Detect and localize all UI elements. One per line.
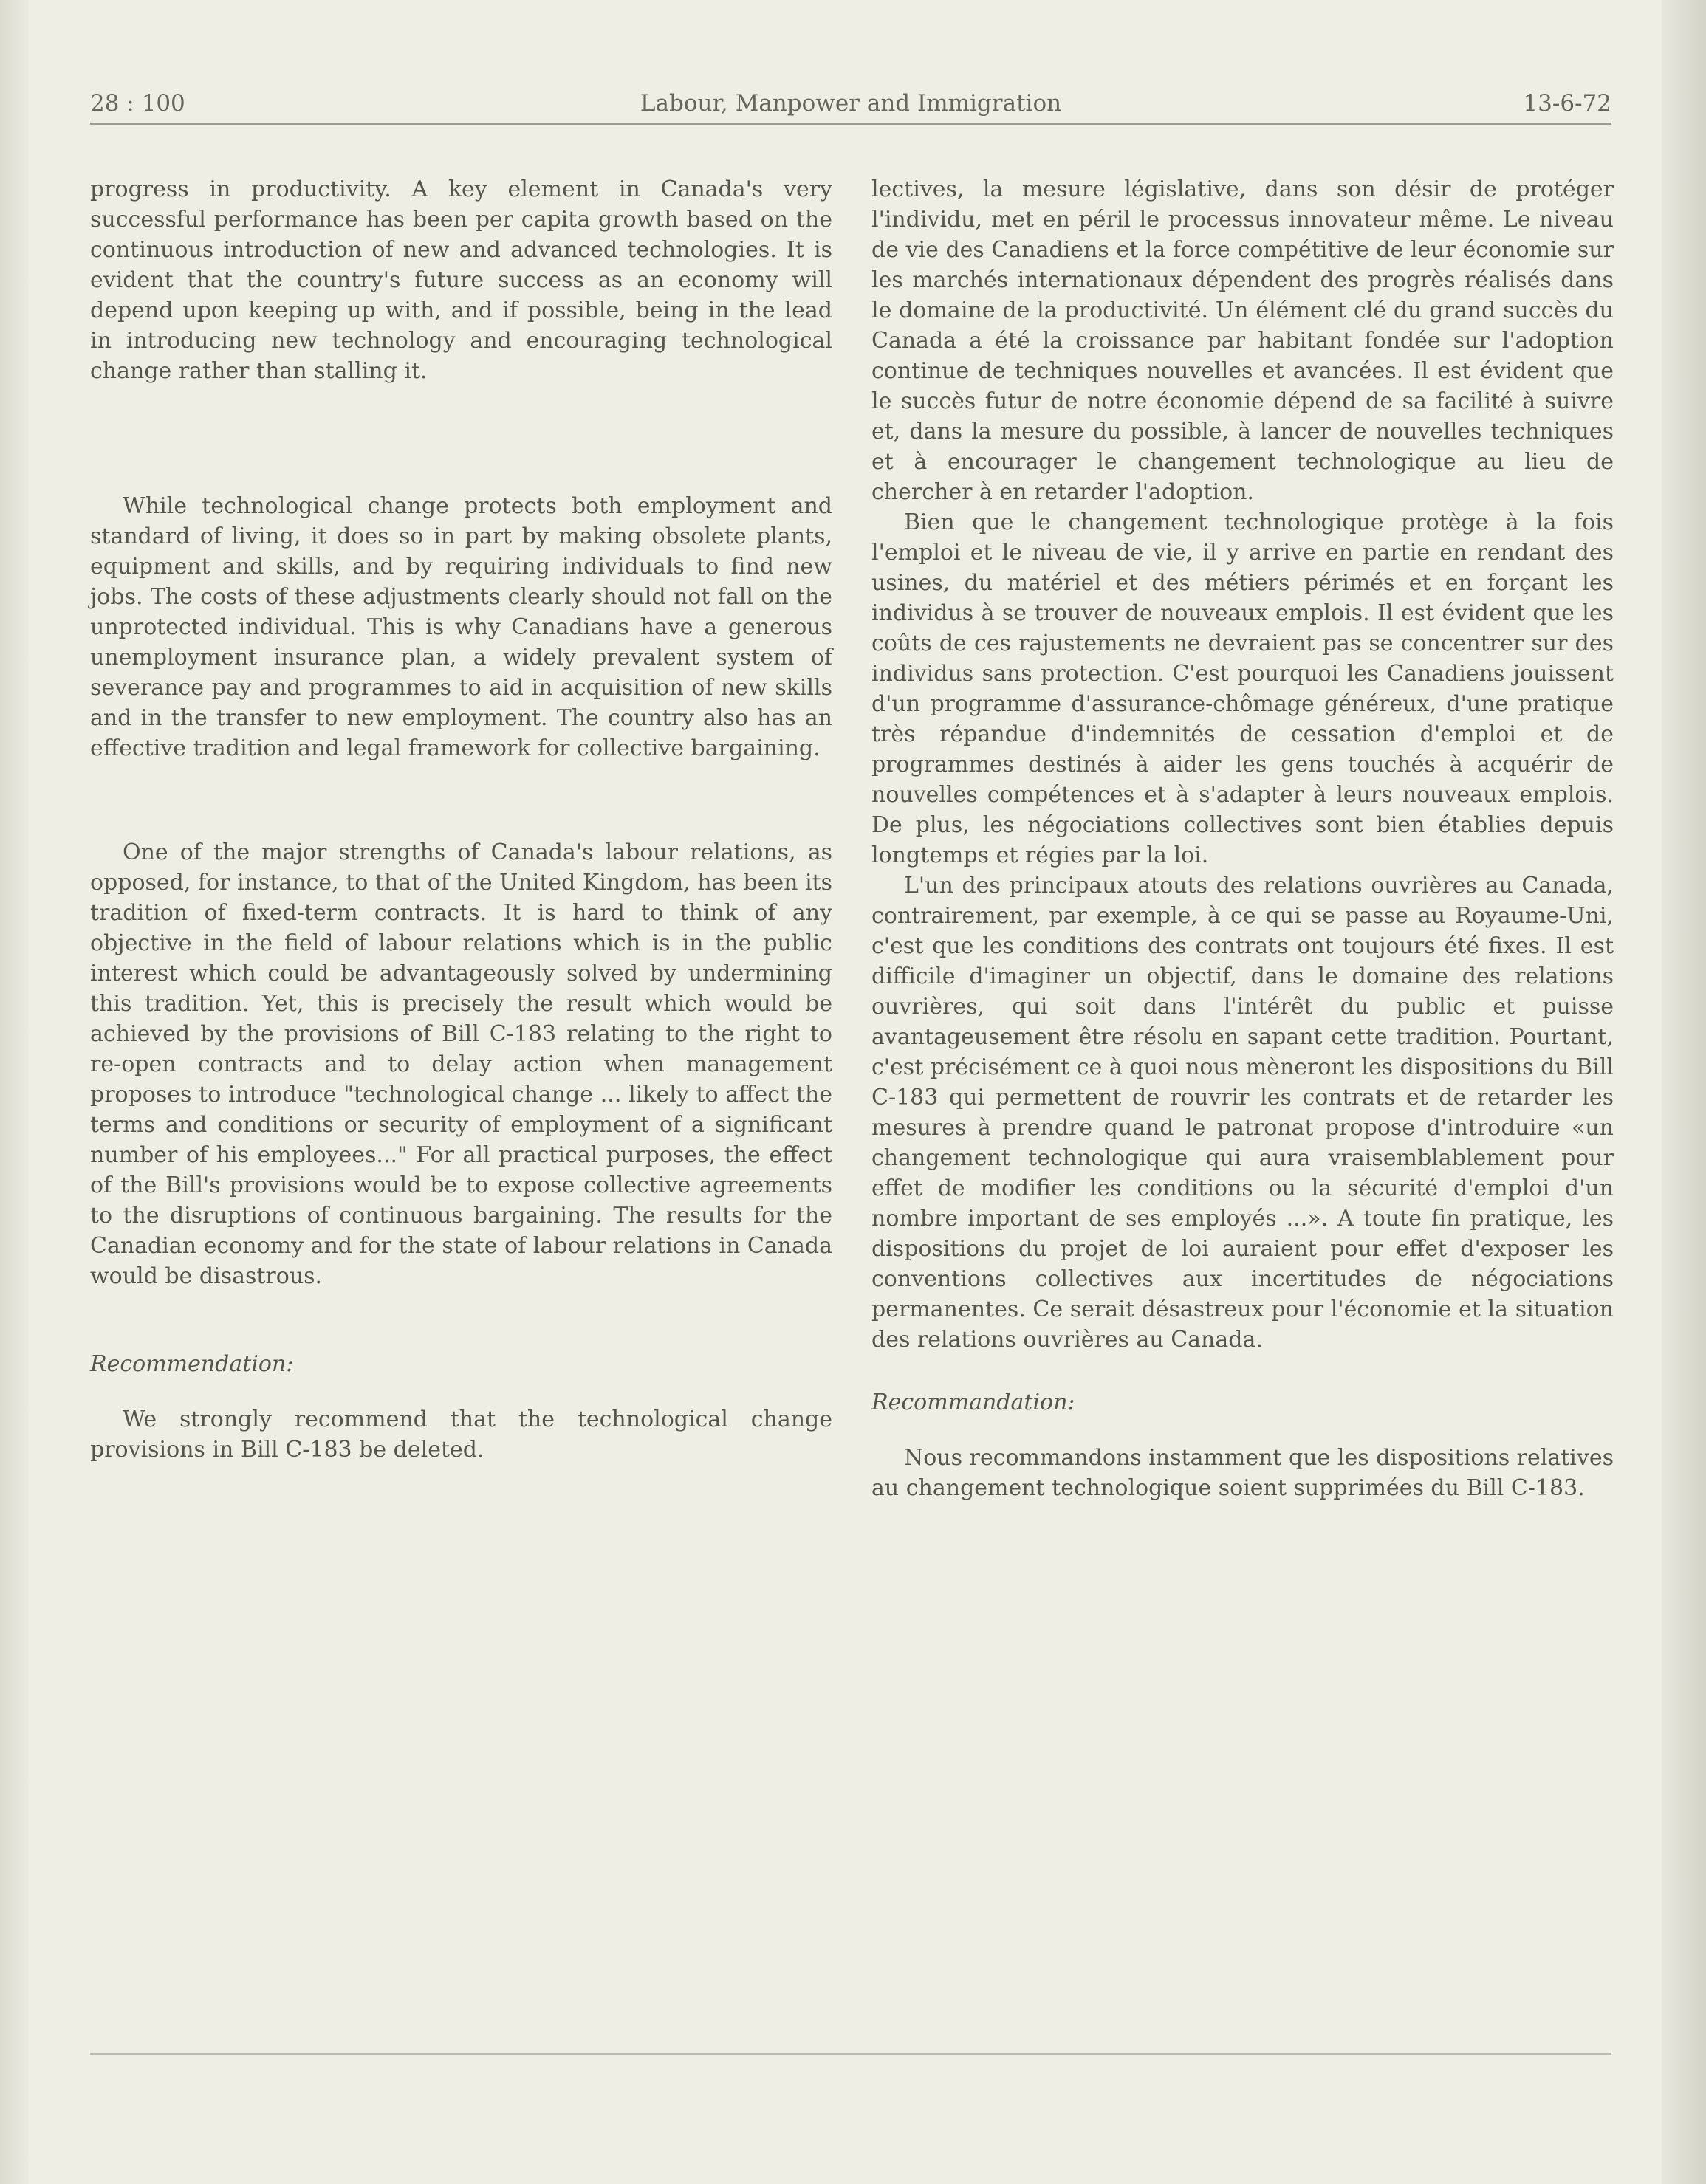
english-column — [90, 174, 832, 1465]
recommendation-text: Nous recommandons instamment que les dispositions relatives au changement technologique soient supprimées du Bill C-183. — [871, 1445, 1614, 1501]
page-edge-shadow — [1662, 0, 1706, 2184]
running-title: Labour, Manpower and Immigration — [640, 90, 1062, 117]
paragraph: progress in productivity. A key element in Canada's very successful performance has been per capita growth based on the continuous introduction of new and advanced technologies. It is evident that the country's future success as an economy will depend upon keeping up with, and if possible, being in the lead in introducing new technology and encouraging technological change rather than stalling it. — [90, 176, 832, 384]
paragraph: lectives, la mesure législative, dans son désir de protéger l'individu, met en péril le processus innovateur même. Le niveau de vie des Canadiens et la force compétitive de leur économie sur les marchés internationaux dépendent des progrès réalisés dans le domaine de la productivité. Un élément clé du grand succès du Canada a été la croissance par habitant fondée sur l'adoption continue de techniques nouvelles et avancées. Il est évident que le succès futur de notre économie dépend de sa facilité à suivre et, dans la mesure du possible, à lancer de nouvelles techniques et à encourager le changement technologique au lieu de chercher à en retarder l'adoption. — [871, 176, 1614, 505]
footer-rule — [90, 2053, 1611, 2055]
paragraph: L'un des principaux atouts des relations ouvrières au Canada, contrairement, par exemple, à ce qui se passe au Royaume-Uni, c'est que les conditions des contrats ont toujours été fixes. Il est difficile d'imaginer un objectif, dans le domaine des relations ouvrières, qui soit dans l'intérêt du public et puisse avantageusement être résolu en sapant cette tradition. Pourtant, c'est précisément ce à quoi nous mèneront les dispositions du Bill C-183 qui permettent de rouvrir les contrats et de retarder les mesures à prendre quand le patronat propose d'introduire «un changement technologique qui aura vraisemblablement pour effet de modifier les conditions ou la sécurité d'emploi d'un nombre important de ses employés ...». A toute fin pratique, les dispositions du projet de loi auraient pour effet d'exposer les conventions collectives aux incertitudes de négociations permanentes. Ce serait désastreux pour l'économie et la situation des relations ouvrières au Canada. — [871, 873, 1614, 1353]
page-header — [90, 87, 1611, 125]
recommendation-text: We strongly recommend that the technological change provisions in Bill C-183 be deleted. — [90, 1407, 832, 1463]
paragraph: While technological change protects both employment and standard of living, it does so in part by making obsolete plants, equipment and skills, and by requiring individuals to find new jobs. The costs of these adjustments clearly should not fall on the unprotected individual. This is why Canadians have a generous unemployment insurance plan, a widely prevalent system of severance pay and programmes to aid in acquisition of new skills and in the transfer to new employment. The country also has an effective tradition and legal framework for collective bargaining. — [90, 493, 832, 761]
page-number: 28 : 100 — [90, 90, 185, 117]
page-date: 13-6-72 — [1523, 90, 1611, 117]
paragraph: One of the major strengths of Canada's labour relations, as opposed, for instance, to that of the United Kingdom, has been its tradition of fixed-term contracts. It is hard to think of any objective in the field of labour relations which is in the public interest which could be advantageously solved by undermining this tradition. Yet, this is precisely the result which would be achieved by the provisions of Bill C-183 relating to the right to re-open contracts and to delay action when management proposes to introduce "technological change ... likely to affect the terms and conditions or security of employment of a significant number of his employees..." For all practical purposes, the effect of the Bill's provisions would be to expose collective agreements to the disruptions of continuous bargaining. The results for the Canadian economy and for the state of labour relations in Canada would be disastrous. — [90, 839, 832, 1289]
recommendation-heading: Recommendation: — [90, 1351, 294, 1377]
recommendation-heading: Recommandation: — [871, 1390, 1075, 1415]
page-edge-shadow — [0, 0, 28, 2184]
paragraph: Bien que le changement technologique protège à la fois l'emploi et le niveau de vie, il y arrive en partie en rendant des usines, du matériel et des métiers périmés et en forçant les individus à se trouver de nouveaux emplois. Il est évident que les coûts de ces rajustements ne devraient pas se concentrer sur des individus sans protection. C'est pourquoi les Canadiens jouissent d'un programme d'assurance-chômage généreux, d'une pratique très répandue d'indemnités de cessation d'emploi et de programmes destinés à aider les gens touchés à acquérir de nouvelles compétences et à s'adapter à leurs nouveaux emplois. De plus, les négociations collectives sont bien établies depuis longtemps et régies par la loi. — [871, 509, 1614, 868]
french-column — [871, 174, 1614, 1503]
